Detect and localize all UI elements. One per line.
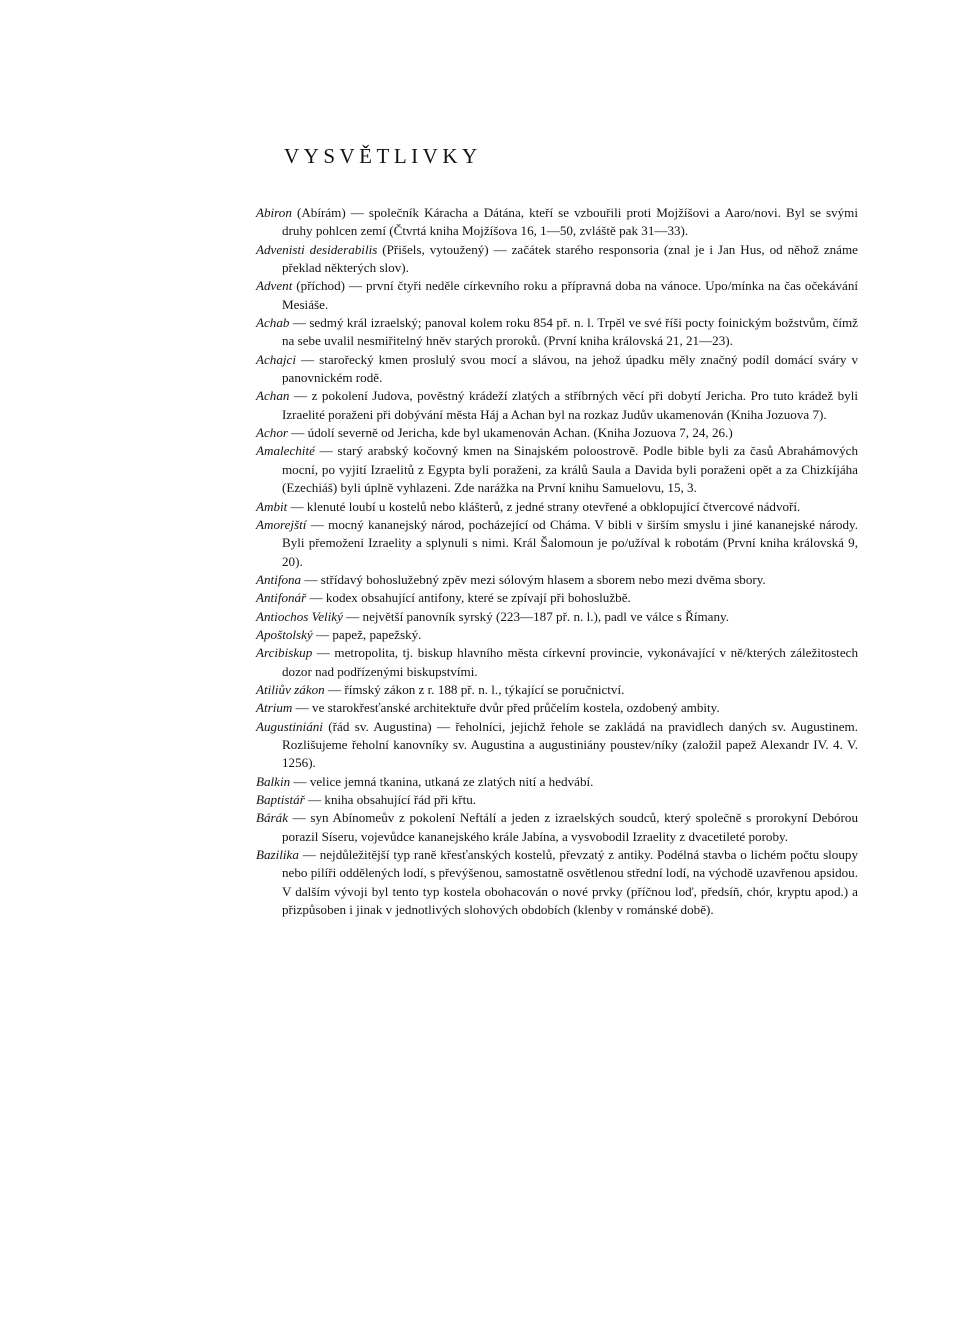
glossary-entry: [256, 516, 858, 571]
glossary-definition: — velice jemná tkanina, utkaná ze zlatých nití a hedvábí.: [290, 773, 594, 789]
glossary-definition: — sedmý král izraelský; panoval kolem roku 854 př. n. l. Trpěl ve své říši pocty foinickým božstvům, čímž na sebe uvalil nesmiřitelný hněv starých proroků. (První kniha královská 21, 21—23).: [282, 315, 858, 349]
glossary-term: Advent: [256, 278, 293, 294]
glossary-entry: [256, 626, 858, 644]
glossary-definition: — římský zákon z r. 188 př. n. l., týkající se poručnictví.: [324, 681, 625, 697]
glossary-definition: (příchod) — první čtyři neděle církevního roku a přípravná doba na vánoce. Upo/mínka na čas očekávání Mesiáše.: [282, 278, 858, 312]
glossary-term: Amalechité: [256, 443, 315, 459]
glossary-term: Advenisti desiderabilis: [256, 241, 378, 257]
glossary-entry: [256, 644, 858, 681]
glossary-definition: (Přišels, vytoužený) — začátek starého responsoria (znal je i Jan Hus, od něhož známe překlad některých slov).: [282, 241, 858, 276]
glossary-term: Atiliův zákon: [256, 681, 325, 697]
glossary-term: Amorejští: [256, 516, 307, 532]
glossary-entry: [256, 204, 858, 241]
glossary-term: Abiron: [256, 205, 292, 220]
glossary-entry: [256, 718, 858, 773]
glossary-entry: [256, 241, 858, 278]
glossary-definition: — starořecký kmen proslulý svou mocí a slávou, na jehož úpadku měly značný podíl domácí sváry v panovnickém rodě.: [282, 351, 858, 386]
glossary-term: Achan: [256, 388, 290, 404]
glossary-entry: [256, 424, 858, 442]
glossary-definition: — starý arabský kočovný kmen na Sinajském poloostrově. Podle bible byli za časů Abrahámových mocní, po vyjití Izraelitů z Egypta byli poraženi, za králů Saula a Davida byli poraženi opět a za Chizkíjáha (Ezechiáš) byli úplně vyhlazeni. Zde narážka na První knihu Samuelovu, 15, 3.: [282, 443, 858, 496]
glossary-term: Antiochos Veliký: [256, 608, 343, 624]
glossary-entry: [256, 846, 858, 919]
glossary-term: Bazilika: [256, 847, 299, 863]
glossary-definition: — metropolita, tj. biskup hlavního města církevní provincie, vykonávající v ně/kterých záležitostech dozor nad podřízenými biskupstvími.: [282, 645, 858, 679]
glossary-entry: [256, 277, 858, 314]
glossary-definition: — papež, papežský.: [312, 626, 422, 642]
glossary-entry: [256, 773, 858, 791]
glossary-entry: [256, 809, 858, 846]
glossary-entry: [256, 699, 858, 717]
glossary-entry: [256, 681, 858, 699]
glossary-entry: [256, 442, 858, 497]
glossary-term: Baptistář: [256, 792, 305, 807]
glossary-term: Bárák: [256, 810, 288, 826]
glossary-term: Ambit: [256, 498, 288, 514]
glossary-term: Achab: [256, 315, 290, 331]
glossary-definition: — mocný kananejský národ, pocházející od Cháma. V bibli v širším smyslu i jiné kananejské národy. Byli přemoženi Izraelity a splynuli s nimi. Král Šalomoun je po/užíval k robotám (První kniha královská 9, 20).: [282, 516, 858, 569]
glossary-term: Apoštolský: [256, 626, 313, 642]
glossary-term: Atrium: [256, 700, 293, 716]
glossary-definition: — z pokolení Judova, pověstný krádeží zlatých a stříbrných věcí při dobytí Jericha. Pro tuto krádež byli Izraelité poraženi při dobývání města Háj a Achan byl na rozkaz Judův ukamenován (Kniha Jozuova 7).: [282, 388, 858, 422]
glossary-entry: [256, 608, 858, 626]
glossary-definition: (řád sv. Augustina) — řeholníci, jejichž řehole se zakládá na pravidlech daných sv. Augustinem. Rozlišujeme řeholní kanovníky sv. Augustina a augustiniány poustev/níky (založil papež Alexandr IV. 4. V. 1256).: [282, 718, 858, 771]
glossary-entry: [256, 791, 858, 809]
glossary-definition: — syn Abínomeův z pokolení Neftálí a jeden z izraelských soudců, který společně s prorokyní Debórou porazil Síseru, vojevůdce kananejského krále Jabína, a vysvobodil Izraelity z dvacetileté poroby.: [282, 810, 858, 844]
glossary-definition: — údolí severně od Jericha, kde byl ukamenován Achan. (Kniha Jozuova 7, 24, 26.): [288, 425, 733, 441]
glossary-term: Arcibiskup: [256, 645, 313, 661]
glossary-entry: [256, 589, 858, 607]
glossary-entry: [256, 571, 858, 589]
glossary-definition: — nejdůležitější typ raně křesťanských kostelů, převzatý z antiky. Podélná stavba o lichém počtu sloupy nebo pilíři oddělených lodí, s převýšenou, samostatně osvětlenou střední lodí, na východě uzavřenou apsidou. V dalším vývoji byl tento typ kostela obohacován o nové prvky (příčnou loď, předsíň, chór, kryptu apod.) a přizpůsoben i jinak v jednotlivých slohových obdobích (klenby v románské době).: [282, 847, 858, 918]
glossary-term: Antifona: [256, 571, 302, 587]
page-title: VYSVĚTLIVKY: [284, 144, 482, 168]
glossary-term: Augustiniáni: [256, 718, 323, 734]
glossary-term: Balkin: [256, 773, 291, 789]
glossary-definition: — ve starokřesťanské architektuře dvůr před průčelím kostela, ozdobený ambity.: [292, 700, 720, 716]
glossary-entry: [256, 387, 858, 424]
glossary-entry: [256, 351, 858, 388]
glossary-definition: — největší panovník syrský (223—187 př. n. l.), padl ve válce s Římany.: [342, 608, 729, 624]
glossary-list: [256, 204, 858, 919]
glossary-entry: [256, 498, 858, 516]
glossary-entry: [256, 314, 858, 351]
glossary-definition: — klenuté loubí u kostelů nebo klášterů, z jedné strany otevřené a obklopující čtvercové nádvoří.: [287, 498, 801, 514]
glossary-definition: — střídavý bohoslužebný zpěv mezi sólovým hlasem a sborem nebo mezi dvěma sbory.: [301, 571, 766, 587]
glossary-definition: (Abírám) — společník Káracha a Dátána, kteří se vzbouřili proti Mojžíšovi a Aaro/novi. Byl se svými druhy pohlcen zemí (Čtvrtá kniha Mojžíšova 16, 1—50, zvláště pak 31—33).: [282, 205, 858, 239]
glossary-term: Achajci: [256, 351, 296, 367]
glossary-definition: — kniha obsahující řád při křtu.: [304, 792, 477, 807]
glossary-term: Antifonář: [256, 590, 307, 606]
glossary-term: Achor: [256, 425, 288, 441]
glossary-definition: — kodex obsahující antifony, které se zpívají při bohoslužbě.: [306, 590, 631, 606]
